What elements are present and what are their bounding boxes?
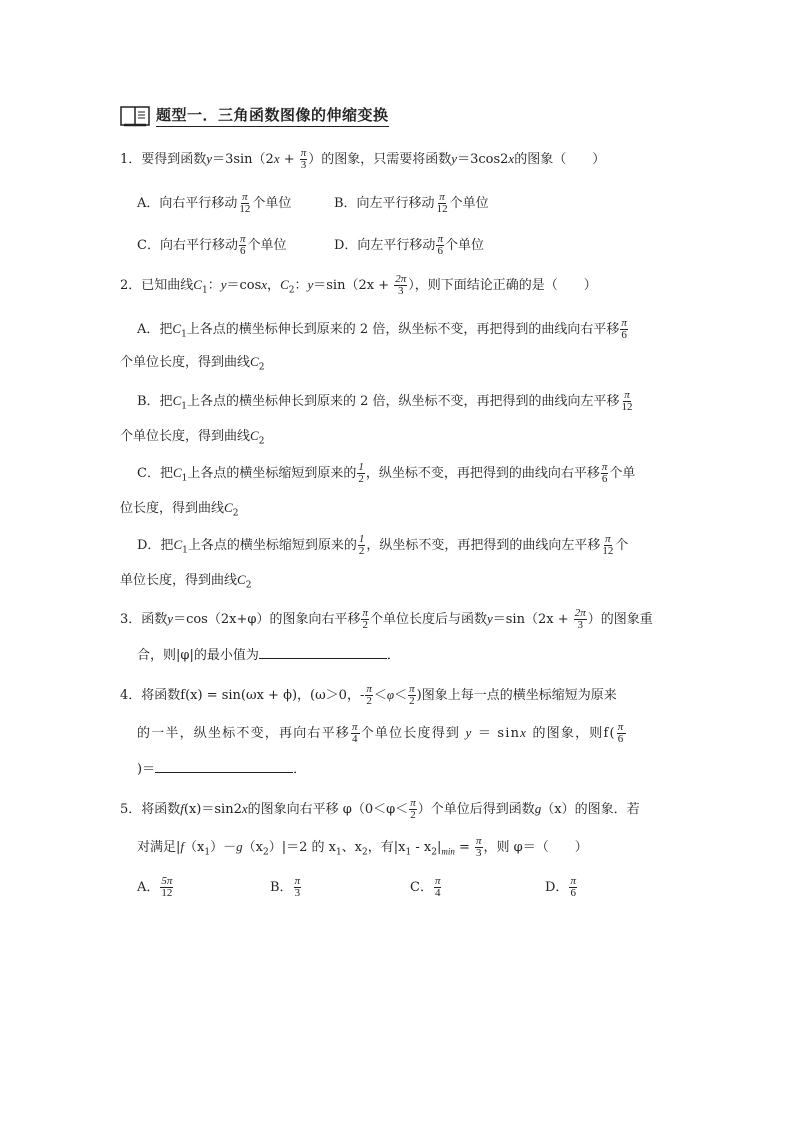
- q5-option-a[interactable]: A． $\frac{5\pi}{12}$: [137, 875, 173, 899]
- q2-option-a[interactable]: A．把$C_1$上各点的横坐标伸长到原来的 2 倍，纵坐标不变，再把得到的曲线向右平移 $\frac{\pi}{6}$: [137, 317, 627, 341]
- fraction: $\frac{\pi}{3}$: [300, 147, 307, 171]
- section-title: 题型一．三角函数图像的伸缩变换: [156, 104, 389, 127]
- question-2: 2．已知曲线$C_1$：y＝cosx，$C_2$：y＝sin（2x + $\frac{2\pi}{3}$ ），则下面结论正确的是（ ）: [120, 273, 597, 297]
- question-4: 4．将函数f(x) = sin(ωx + ϕ)，(ω＞0，- $\frac{\pi}{2}$ ＜φ＜ $\frac{\pi}{2}$ )图象上每一点的横坐标缩短为原来: [120, 683, 617, 707]
- book-icon: [120, 105, 150, 127]
- q1-option-b[interactable]: B．向左平行移动 $\frac{\pi}{12}$ 个单位: [334, 191, 489, 215]
- question-1: 1．要得到函数y＝3sin（2x + $\frac{\pi}{3}$ ）的图象，只需要将函数y＝3cos2x的图象（ ）: [120, 147, 606, 171]
- q5-option-b[interactable]: B． $\frac{\pi}{3}$: [270, 875, 301, 899]
- q5-option-c[interactable]: C． $\frac{\pi}{4}$: [410, 875, 441, 899]
- question-4-cont: 的一半，纵坐标不变，再向右平移 $\frac{\pi}{4}$ 个单位长度得到 y ＝ sinx 的图象，则f( $\frac{\pi}{6}$: [137, 721, 625, 745]
- question-3: 3．函数y＝cos（2x+φ）的图象向右平移 $\frac{\pi}{2}$ 个单位长度后与函数y＝sin（2x + $\frac{2\pi}{3}$ ）的图象重: [120, 607, 653, 631]
- question-5-cont: 对满足$|f(x_1)-g(x_2)|=2$ 的 $x_1$、$x_2$，有$|x_1 - x_2|_{min}$ = $\frac{\pi}{3}$ ，则 φ＝（ ）: [137, 835, 588, 859]
- q5-option-d[interactable]: D． $\frac{\pi}{6}$: [545, 875, 576, 899]
- question-4-answer: )＝ ．: [137, 762, 307, 777]
- answer-blank[interactable]: [155, 760, 293, 773]
- question-5: 5．将函数f(x)＝sin2x的图象向右平移 φ（0＜φ＜ $\frac{\pi}{2}$ ）个单位后得到函数g（x）的图象．若: [120, 797, 640, 821]
- q1-option-c[interactable]: C．向右平行移动 $\frac{\pi}{6}$ 个单位: [137, 233, 287, 257]
- q1-option-d[interactable]: D．向左平行移动 $\frac{\pi}{6}$ 个单位: [334, 233, 484, 257]
- q2-option-c[interactable]: C．把$C_1$上各点的横坐标缩短到原来的 $\frac{1}{2}$ ，纵坐标不变，再把得到的曲线向右平移 $\frac{\pi}{6}$ 个单: [137, 461, 636, 485]
- q2-option-d[interactable]: D．把$C_1$上各点的横坐标缩短到原来的 $\frac{1}{2}$ ，纵坐标不变，再把得到的曲线向左平移 $\frac{\pi}{12}$ 个: [137, 533, 629, 557]
- answer-blank[interactable]: [259, 646, 387, 659]
- q2-option-d-cont: 单位长度，得到曲线$C_2$: [120, 572, 252, 591]
- q2-option-b[interactable]: B．把$C_1$上各点的横坐标伸长到原来的 2 倍，纵坐标不变，再把得到的曲线向左平移 $\frac{\pi}{12}$: [137, 389, 633, 413]
- q2-option-b-cont: 个单位长度，得到曲线$C_2$: [120, 428, 265, 447]
- q2-option-c-cont: 位长度，得到曲线$C_2$: [120, 500, 239, 519]
- q1-option-a[interactable]: A．向右平行移动 $\frac{\pi}{12}$ 个单位: [137, 191, 292, 215]
- section-heading: [120, 104, 389, 127]
- question-3-cont: 合，则|φ|的最小值为 ．: [137, 648, 400, 663]
- q2-option-a-cont: 个单位长度，得到曲线$C_2$: [120, 354, 265, 373]
